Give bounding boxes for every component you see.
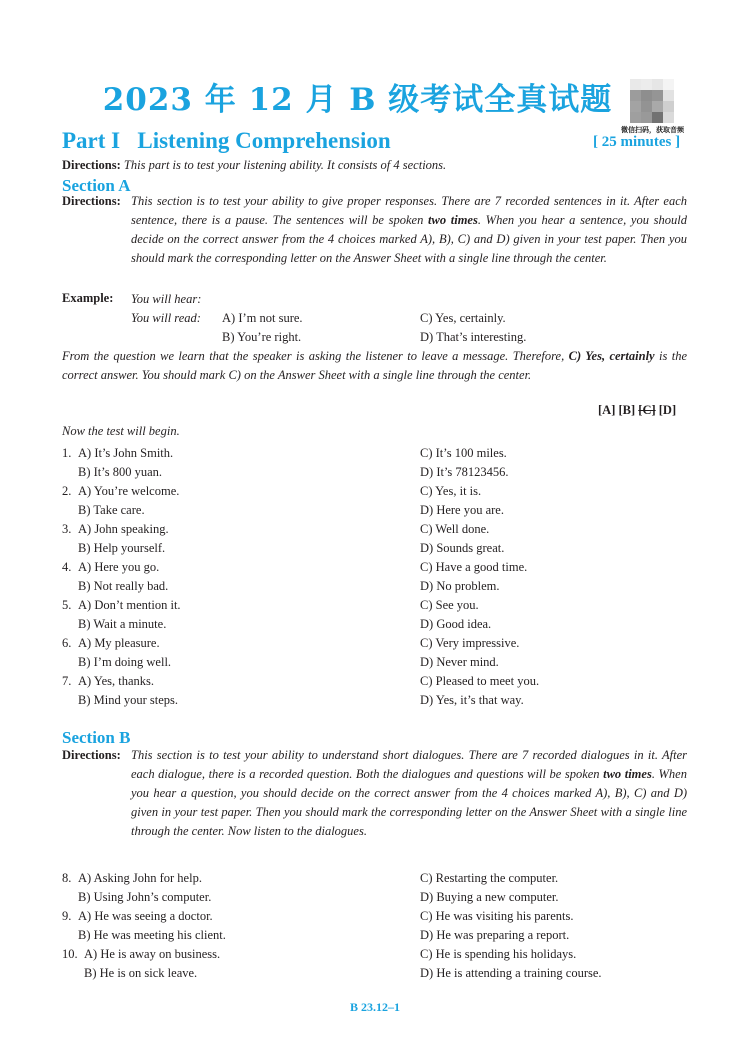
directions-line: This section is to test your ability to give proper responses. There are 7 recorded (131, 194, 550, 208)
example-option-d: D) That’s interesting. (420, 330, 527, 344)
explanation-text: is the correct answer. You should mark C) on the Answer Sheet with a single line through the center. (62, 349, 687, 382)
mark-c-struck: [C] (638, 403, 656, 417)
option-d: D) No problem. (420, 579, 500, 593)
option-d: D) Buying a new computer. (420, 890, 559, 904)
example-label: Example: (62, 291, 114, 305)
option-c: C) He was visiting his parents. (420, 909, 574, 923)
option-b: B) Mind your steps. (78, 693, 178, 707)
qr-caption: 微信扫码，获取音频 (621, 126, 684, 134)
directions-emphasis: times (450, 213, 478, 227)
part-title: Part I Listening Comprehension (62, 128, 391, 153)
option-c: C) Well done. (420, 522, 490, 536)
explanation-text: From the question we learn that the speaker is asking the listener to leave a message. Therefore, (62, 349, 565, 363)
answer-marks (598, 403, 676, 418)
explanation-answer: C) Yes, certainly (568, 349, 655, 363)
question-number: 8. (62, 871, 72, 885)
section-a-title: Section A (62, 176, 131, 195)
option-b: B) He is on sick leave. (84, 966, 198, 980)
option-c: C) See you. (420, 598, 479, 612)
question-number: 1. (62, 446, 72, 460)
example-explanation (62, 347, 687, 385)
page-code: B 23.12–1 (349, 1000, 400, 1014)
section-a-directions-label: Directions: (62, 194, 121, 208)
directions-line: sentences in it. After each sentence, there is a pause. The sentences will be spoken (131, 194, 687, 227)
section-b-title: Section B (62, 728, 131, 747)
directions-line: corresponding letter on the Answer Sheet with a single line through the center. (214, 251, 607, 265)
option-c: C) Yes, it is. (420, 484, 482, 498)
option-d: D) Good idea. (420, 617, 492, 631)
directions-line: correct answer from the 4 choices marked A), B), C) and D) given in your test paper. (131, 786, 688, 819)
option-c: C) Very impressive. (420, 636, 520, 650)
option-b: B) It’s 800 yuan. (78, 465, 163, 479)
option-c: C) Pleased to meet you. (420, 674, 540, 688)
question-number: 2. (62, 484, 72, 498)
directions-emphasis: two times (603, 767, 652, 781)
qr-code-icon (630, 79, 674, 123)
directions-line: dialogues in it. After each dialogue, there is a recorded question. Both the dialogues and (131, 748, 688, 781)
option-d: D) Sounds great. (420, 541, 505, 555)
mark-a: [A] (598, 403, 616, 417)
directions-line: This section is to test your ability to understand short dialogues. There are 7 recorded (131, 748, 577, 762)
question-number: 4. (62, 560, 72, 574)
question-number: 3. (62, 522, 72, 536)
option-a: A) He is away on business. (84, 947, 221, 961)
directions-line: questions will be spoken (476, 767, 604, 781)
example-option-b: B) You’re right. (222, 330, 302, 344)
option-a: A) It’s John Smith. (78, 446, 174, 460)
option-a: A) He was seeing a doctor. (78, 909, 213, 923)
time-limit: [ 25 minutes ] (593, 134, 681, 150)
question-number: 9. (62, 909, 72, 923)
part-directions (62, 156, 446, 175)
option-b: B) I’m doing well. (78, 655, 172, 669)
directions-line: Then you should mark the corresponding letter on the Answer Sheet with a single line (255, 805, 688, 819)
directions-emphasis: two (428, 213, 447, 227)
option-a: A) You’re welcome. (78, 484, 180, 498)
option-a: A) John speaking. (78, 522, 169, 536)
option-a: A) Yes, thanks. (78, 674, 155, 688)
option-c: C) Restarting the computer. (420, 871, 559, 885)
example-option-c: C) Yes, certainly. (420, 311, 506, 325)
option-b: B) Wait a minute. (78, 617, 167, 631)
directions-line: choices marked A), B), C) and D) given in your test paper. Then you should mark the (131, 232, 688, 265)
option-b: B) Take care. (78, 503, 145, 517)
option-b: B) He was meeting his client. (78, 928, 226, 942)
option-c: C) He is spending his holidays. (420, 947, 577, 961)
option-d: D) Here you are. (420, 503, 504, 517)
directions-line: . When you hear a question, you should decide on the (131, 767, 687, 800)
option-d: D) Never mind. (420, 655, 499, 669)
option-d: D) It’s 78123456. (420, 465, 509, 479)
directions-label: Directions: (62, 158, 121, 172)
example-read: You will read: (131, 311, 201, 325)
option-d: D) He was preparing a report. (420, 928, 570, 942)
section-b-directions (131, 746, 687, 841)
option-d: D) He is attending a training course. (420, 966, 602, 980)
option-a: A) Asking John for help. (78, 871, 202, 885)
question-number: 10. (62, 947, 78, 961)
mark-d: [D] (658, 403, 677, 417)
option-b: B) Help yourself. (78, 541, 166, 555)
option-c: C) Have a good time. (420, 560, 528, 574)
option-a: A) Don’t mention it. (78, 598, 181, 612)
directions-text: This part is to test your listening ability. It consists of 4 sections. (123, 158, 447, 172)
option-a: A) Here you go. (78, 560, 160, 574)
section-a-directions (131, 192, 687, 268)
example-hear: You will hear: (131, 292, 202, 306)
question-number: 6. (62, 636, 72, 650)
begin-text: Now the test will begin. (62, 424, 180, 438)
question-number: 7. (62, 674, 72, 688)
option-d: D) Yes, it’s that way. (420, 693, 524, 707)
section-b-directions-label: Directions: (62, 748, 121, 762)
option-c: C) It’s 100 miles. (420, 446, 507, 460)
mark-b: [B] (618, 403, 636, 417)
option-a: A) My pleasure. (78, 636, 160, 650)
directions-line: . When you hear a sentence, you should decide on the correct answer from the 4 (131, 213, 687, 246)
example-option-a: A) I’m not sure. (222, 311, 303, 325)
option-b: B) Not really bad. (78, 579, 169, 593)
page-title-text: 2023 年 12 月 B 级考试全真试题 (102, 82, 613, 118)
question-number: 5. (62, 598, 72, 612)
option-b: B) Using John’s computer. (78, 890, 212, 904)
directions-line: through the center. Now listen to the dialogues. (131, 824, 367, 838)
